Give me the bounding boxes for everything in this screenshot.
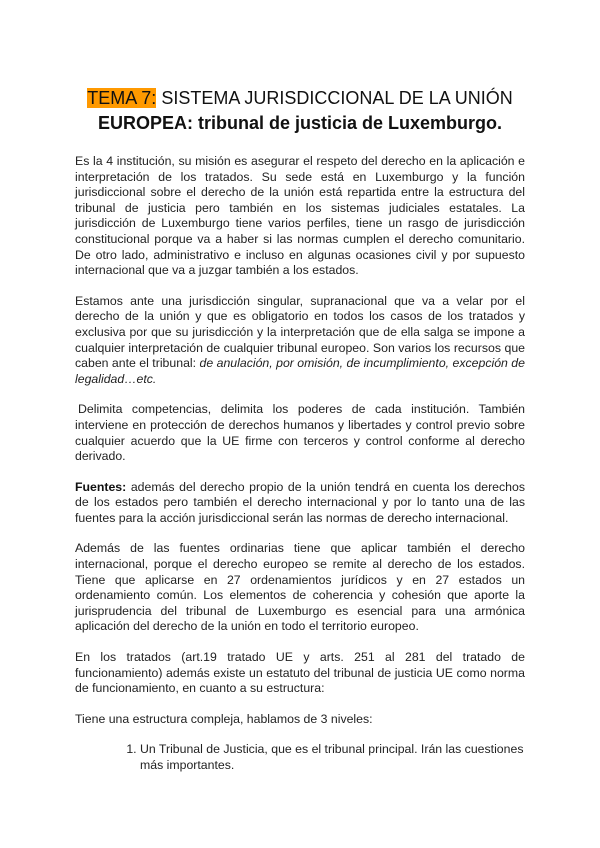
paragraph-jurisdiction-text: Estamos ante una jurisdicción singular, supranacional que va a velar por el derecho de la unión y que es obligatorio en todos los casos de los tratados y exclusiva por que su jurisdicción y la interpretación que de ella salga se impone a cualquier interpretación de cualquier tribunal europeo. Son varios los recursos que caben ante el tribunal: <box>75 293 525 371</box>
page-title <box>75 86 525 136</box>
paragraph-jurisdiction <box>75 294 525 388</box>
fuentes-text: además del derecho propio de la unión tendrá en cuenta los derechos de los estados pero también el derecho internacional y por lo tanto una de las fuentes para la acción jurisdiccional serán las normas de derecho internacional. <box>75 479 525 525</box>
paragraph-derecho-internacional: Además de las fuentes ordinarias tiene que aplicar también el derecho internacional, porque el derecho europeo se remite al derecho de los estados. Tiene que aplicarse en 27 ordenamientos jurídicos y en 27 estados un ordenamiento común. Los elementos de coherencia y cohesión que aporte la jurisprudencia del tribunal de Luxemburgo es esencial para una armónica aplicación del derecho de la unión en todo el territorio europeo. <box>75 541 525 634</box>
levels-list <box>75 742 525 773</box>
paragraph-competencias: Delimita competencias, delimita los poderes de cada institución. También interviene en protección de derechos humanos y libertades y control previo sobre cualquier acuerdo que la UE firme con terceros y control conforme al derecho derivado. <box>75 402 525 464</box>
title-highlight: TEMA 7: <box>87 88 157 108</box>
paragraph-estructura: Tiene una estructura compleja, hablamos de 3 niveles: <box>75 711 373 726</box>
paragraph-intro: Es la 4 institución, su misión es asegurar el respeto del derecho en la aplicación e interpretación de los tratados. Su sede está en Luxemburgo y la función jurisdiccional sobre el derecho de la unión está repartida entre la estructura del tribunal de justicia pero también en los sistemas judiciales estatales. La jurisdicción de Luxemburgo tiene varios perfiles, tiene un rasgo de jurisdicción constitucional porque va a haber si las normas cumplen el derecho comunitario. De otro lado, administrativo e incluso en algunas ocasiones civil y por supuesto internacional que va a juzgar también a los estados. <box>75 154 525 278</box>
list-item: 1. Un Tribunal de Justicia, que es el tribunal principal. Irán las cuestiones más importantes. <box>140 742 525 773</box>
paragraph-tratados: En los tratados (art.19 tratado UE y arts. 251 al 281 del tratado de funcionamiento) además existe un estatuto del tribunal de justicia UE como norma de funcionamiento, en cuanto a su estructura: <box>75 650 525 696</box>
recursos-list: de anulación, por omisión, de incumplimiento, excepción de legalidad…etc. <box>75 356 525 386</box>
title-rest: SISTEMA JURISDICCIONAL DE LA UNIÓN <box>156 88 513 108</box>
paragraph-fuentes <box>75 480 525 527</box>
fuentes-label: Fuentes: <box>75 479 127 494</box>
title-line2: EUROPEA: tribunal de justicia de Luxemburgo. <box>97 113 503 133</box>
